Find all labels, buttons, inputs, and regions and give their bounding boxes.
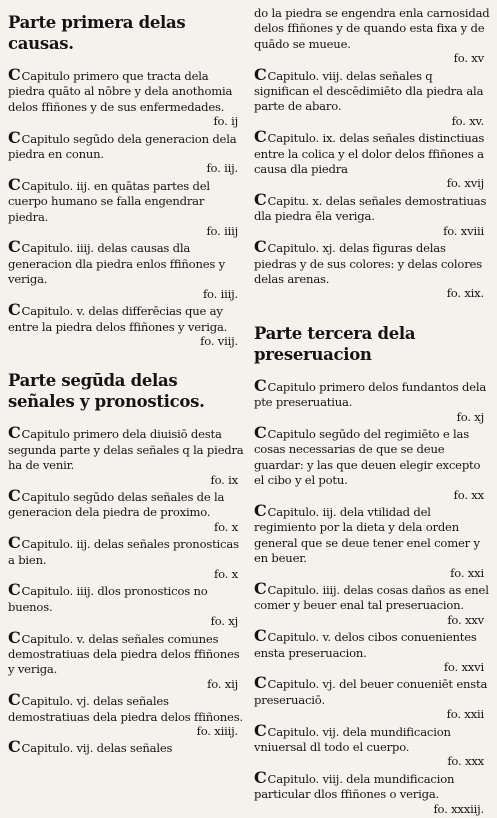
folio-number: fo. xv.	[451, 113, 484, 128]
folio-number: fo. iiij	[206, 224, 238, 239]
entry-text: Capitu. x. delas señales demostratiuas dla piedra ēla veriga.	[254, 193, 487, 224]
right-column	[254, 6, 490, 818]
folio-number: fo. xxvi	[443, 660, 484, 675]
entry-text: Capitulo. v. delas differēcias que ay entre la piedra delos ffiñones y veriga.	[8, 304, 228, 334]
folio-number: fo. viij.	[200, 333, 238, 348]
toc-entry	[8, 533, 244, 582]
folio-number: fo. xv	[453, 51, 484, 66]
toc-entry	[254, 375, 490, 425]
entry-text: Capitulo. vij. delas señales	[21, 741, 173, 756]
entry-text: Capitulo. vj. delas señales demostratiuas dela piedra delos ffiñones.	[8, 694, 243, 724]
toc-entry	[254, 500, 490, 581]
toc-entry	[254, 189, 490, 239]
folio-number: fo. xxxiij.	[433, 801, 484, 816]
toc-entry	[8, 174, 244, 240]
left-column	[8, 6, 244, 758]
entry-text: Capitulo. iij. delas señales pronosticas a bien.	[8, 537, 239, 567]
part2-entry-list	[8, 423, 244, 757]
part1-heading: Parte primera delas causas.	[8, 13, 186, 53]
pilcrow-mark: C	[254, 673, 267, 693]
entry-text: Capitulo. v. delas señales comunes demostratiuas dela piedra delos ffiñones y veriga.	[8, 631, 240, 677]
folio-number: fo. xix.	[446, 286, 484, 301]
part1-entry-list	[8, 65, 244, 349]
toc-entry	[8, 300, 244, 349]
entry-text: Capitulo primero delos fundantos dela pte preseruatiua.	[254, 379, 487, 410]
entry-text: Capitulo. viij. delas señales q significan el descēdimiēto dla piedra ala parte de abaro.	[254, 68, 484, 114]
toc-entry	[254, 422, 490, 503]
pilcrow-mark: C	[8, 300, 21, 320]
entry-text: Capitulo. iiij. delas cosas daños as enel comer y beuer enal tal preseruacion.	[254, 583, 489, 613]
entry-text: Capitulo. vj. del beuer conueniēt ensta preseruaciō.	[254, 677, 488, 707]
toc-entry	[254, 720, 490, 770]
folio-number: fo. ix	[210, 472, 238, 487]
entry-text: Capitulo. v. delos cibos conuenientes ensta preseruacion.	[254, 630, 477, 660]
pilcrow-mark: C	[254, 500, 267, 520]
toc-entry	[254, 237, 490, 302]
part3-entry-list	[254, 375, 490, 817]
pilcrow-mark: C	[8, 580, 21, 600]
folio-number: fo. xxi	[450, 565, 484, 580]
entry-text: Capitulo. ix. delas señales distinctiuas entre la colica y el dolor delos ffiñones a causa dla piedra	[254, 131, 485, 177]
folio-number: fo. xj	[456, 409, 484, 424]
folio-number: fo. xj	[210, 614, 238, 629]
entry-text: Capitulo. iij. en quātas partes del cuerpo humano se falla engendrar piedra.	[8, 178, 210, 224]
folio-number: fo. xiiij.	[196, 724, 238, 739]
pilcrow-mark: C	[8, 533, 21, 553]
pilcrow-mark: C	[254, 422, 267, 442]
part2-continued-list	[254, 6, 490, 302]
part2-heading: Parte segūda delas señales y pronosticos.	[8, 371, 205, 412]
toc-entry	[254, 767, 490, 817]
pilcrow-mark: C	[254, 237, 267, 257]
pilcrow-mark: C	[254, 127, 267, 147]
pilcrow-mark: C	[254, 720, 267, 740]
toc-entry	[254, 626, 490, 675]
toc-entry	[254, 579, 490, 628]
pilcrow-mark: C	[8, 65, 21, 84]
entry-text: Capitulo. vij. dela mundificacion vniuersal dl todo el cuerpo.	[254, 724, 451, 755]
toc-entry	[8, 65, 244, 130]
toc-entry	[8, 737, 244, 757]
pilcrow-mark: C	[8, 627, 21, 647]
toc-entry-continued	[254, 6, 490, 67]
entry-text: Capitulo. xj. delas figuras delas piedras y de sus colores: y delas colores delas arenas.	[254, 241, 482, 286]
folio-number: fo. xij	[207, 676, 238, 691]
entry-text: Capitulo segūdo dela generacion dela piedra en conun.	[8, 131, 237, 162]
pilcrow-mark: C	[8, 423, 21, 443]
folio-number: fo. xxii	[446, 707, 484, 722]
folio-number: fo. ij	[213, 114, 238, 129]
pilcrow-mark: C	[8, 690, 21, 710]
folio-number: fo. iiij.	[202, 286, 238, 301]
toc-entry	[8, 690, 244, 739]
toc-entry	[254, 127, 490, 192]
pilcrow-mark: C	[254, 767, 267, 787]
folio-number: fo. xvij	[446, 176, 484, 191]
pilcrow-mark: C	[254, 375, 267, 395]
entry-text: Capitulo. iiij. delas causas dla generacion dla piedra enlos ffiñones y veriga.	[8, 241, 225, 287]
folio-number: fo. x	[214, 519, 238, 534]
part3-heading: Parte tercera dela preseruacion	[254, 323, 416, 364]
pilcrow-mark: C	[254, 626, 267, 646]
entry-text: Capitulo segūdo delas señales de la generacion dela piedra de proximo.	[8, 489, 225, 520]
pilcrow-mark: C	[254, 64, 267, 84]
folio-number: fo. x	[214, 566, 238, 581]
pilcrow-mark: C	[8, 127, 21, 147]
toc-entry	[8, 127, 244, 177]
entry-text: Capitulo. viij. dela mundificacion particular dlos ffiñones o veriga.	[254, 771, 455, 802]
folio-number: fo. xviii	[443, 223, 484, 238]
pilcrow-mark: C	[254, 579, 267, 598]
pilcrow-mark: C	[254, 189, 267, 209]
entry-text: Capitulo segūdo del regimiēto e las cosas necessarias de que se deue guardar: y las que deuen elegir excepto el cibo y el potu.	[254, 426, 481, 488]
toc-entry	[8, 580, 244, 629]
toc-entry	[8, 423, 244, 488]
entry-text: Capitulo primero dela diuisiō desta segunda parte y delas señales q la piedra ha de venir.	[8, 427, 244, 473]
toc-entry	[8, 485, 244, 535]
pilcrow-mark: C	[8, 737, 21, 757]
toc-entry	[8, 237, 244, 302]
entry-text: Capitulo. iij. dela vtilidad del regimiento por la dieta y dela orden general que se deue tener enel comer y en beuer.	[254, 504, 480, 566]
toc-entry	[254, 64, 490, 130]
entry-text: do la piedra se engendra enla carnosidad delos ffiñones y de quando esta fixa y de quādo se mueue.	[254, 6, 490, 51]
folio-number: fo. xxx	[447, 754, 484, 769]
pilcrow-mark: C	[8, 485, 21, 505]
pilcrow-mark: C	[8, 174, 21, 194]
folio-number: fo. iij.	[206, 161, 238, 176]
entry-text: Capitulo. iiij. dlos pronosticos no buenos.	[8, 584, 208, 614]
pilcrow-mark: C	[8, 237, 21, 257]
toc-entry	[8, 627, 244, 693]
folio-number: fo. xxv	[447, 612, 484, 627]
folio-number: fo. xx	[453, 487, 484, 502]
entry-text: Capitulo primero que tracta dela piedra quāto al nōbre y dela anothomia delos ffiñones y de sus enfermedades.	[8, 69, 233, 114]
